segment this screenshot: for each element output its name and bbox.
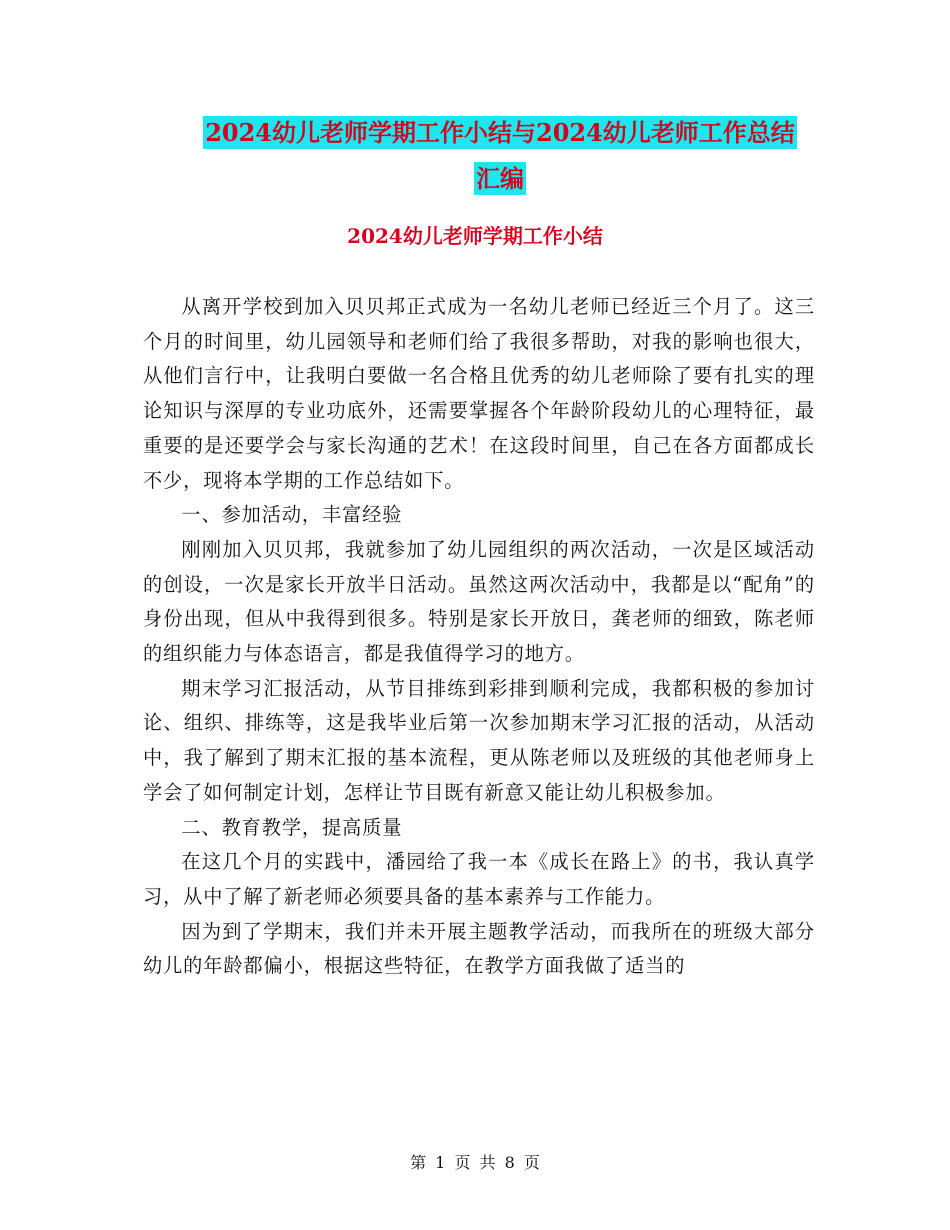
section-title: 2024幼儿老师学期工作小结 [347, 224, 603, 248]
paragraph-reading: 在这几个月的实践中，潘园给了我一本《成长在路上》的书，我认真学习，从中了解了新老师必须要具备的基本素养与工作能力。 [143, 850, 815, 908]
document-title-line1: 2024幼儿老师学期工作小结与2024幼儿老师工作总结 [205, 118, 795, 147]
document-title [180, 110, 820, 202]
paragraph-intro: 从离开学校到加入贝贝邦正式成为一名幼儿老师已经近三个月了。这三个月的时间里，幼儿园领导和老师们给了我很多帮助，对我的影响也很大，从他们言行中，让我明白要做一名合格且优秀的幼儿老师除了要有扎实的理论知识与深厚的专业功底外，还需要掌握各个年龄阶段幼儿的心理特征，最重要的是还要学会与家长沟通的艺术！在这段时间里，自己在各方面都成长不少，现将本学期的工作总结如下。 [143, 295, 815, 492]
document-body [143, 290, 815, 984]
heading-activities: 一、参加活动，丰富经验 [181, 503, 403, 527]
page-number: 第 1 页 共 8 页 [410, 1153, 540, 1172]
paragraph-year-end-report: 期末学习汇报活动，从节目排练到彩排到顺利完成，我都积极的参加讨论、组织、排练等，这是我毕业后第一次参加期末学习汇报的活动，从活动中，我了解到了期末汇报的基本流程，更从陈老师以及班级的其他老师身上学会了如何制定计划，怎样让节目既有新意又能让幼儿积极参加。 [143, 676, 815, 804]
paragraph-teaching: 因为到了学期末，我们并未开展主题教学活动，而我所在的班级大部分幼儿的年龄都偏小，根据这些特征，在教学方面我做了适当的 [143, 919, 815, 978]
paragraph-activities: 刚刚加入贝贝邦，我就参加了幼儿园组织的两次活动，一次是区域活动的创设，一次是家长开放半日活动。虽然这两次活动中，我都是以“配角”的身份出现，但从中我得到很多。特别是家长开放日，龚老师的细致，陈老师的组织能力与体态语言，都是我值得学习的地方。 [143, 537, 815, 666]
heading-teaching: 二、教育教学，提高质量 [181, 815, 403, 839]
document-title-line2: 汇编 [476, 164, 524, 193]
